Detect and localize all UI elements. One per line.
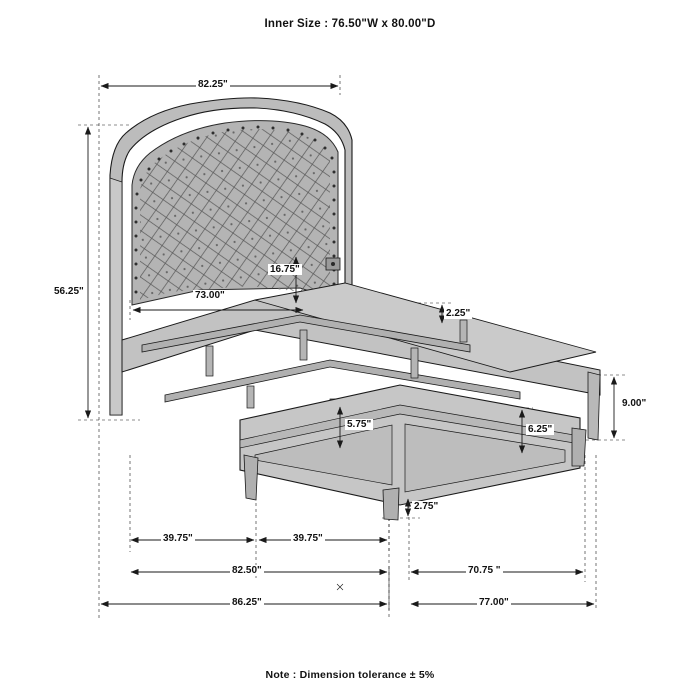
dim-rail-thickness: 2.25" [446, 308, 471, 319]
dim-foot-left-segment: 39.75" [163, 533, 193, 544]
dim-overall-width: 86.25" [232, 597, 262, 608]
dim-clearance: 9.00" [622, 398, 647, 409]
dim-side-rail-height: 6.25" [528, 424, 553, 435]
dim-slat-height: 5.75" [347, 419, 372, 430]
dim-front-width: 82.50" [232, 565, 262, 576]
dim-overall-depth: 77.00" [479, 597, 509, 608]
dim-rail-to-top: 16.75" [270, 264, 300, 275]
dim-side-depth: 70.75 " [468, 565, 501, 576]
tolerance-note: Note : Dimension tolerance ± 5% [265, 669, 435, 681]
dim-headboard-panel-width: 73.00" [195, 290, 225, 301]
dim-leg-height: 2.75" [414, 501, 439, 512]
dim-width-top: 82.25" [198, 79, 228, 90]
dim-foot-right-segment: 39.75" [293, 533, 323, 544]
dim-headboard-height: 56.25" [54, 286, 84, 297]
page-title: Inner Size : 76.50"W x 80.00"D [264, 18, 436, 30]
